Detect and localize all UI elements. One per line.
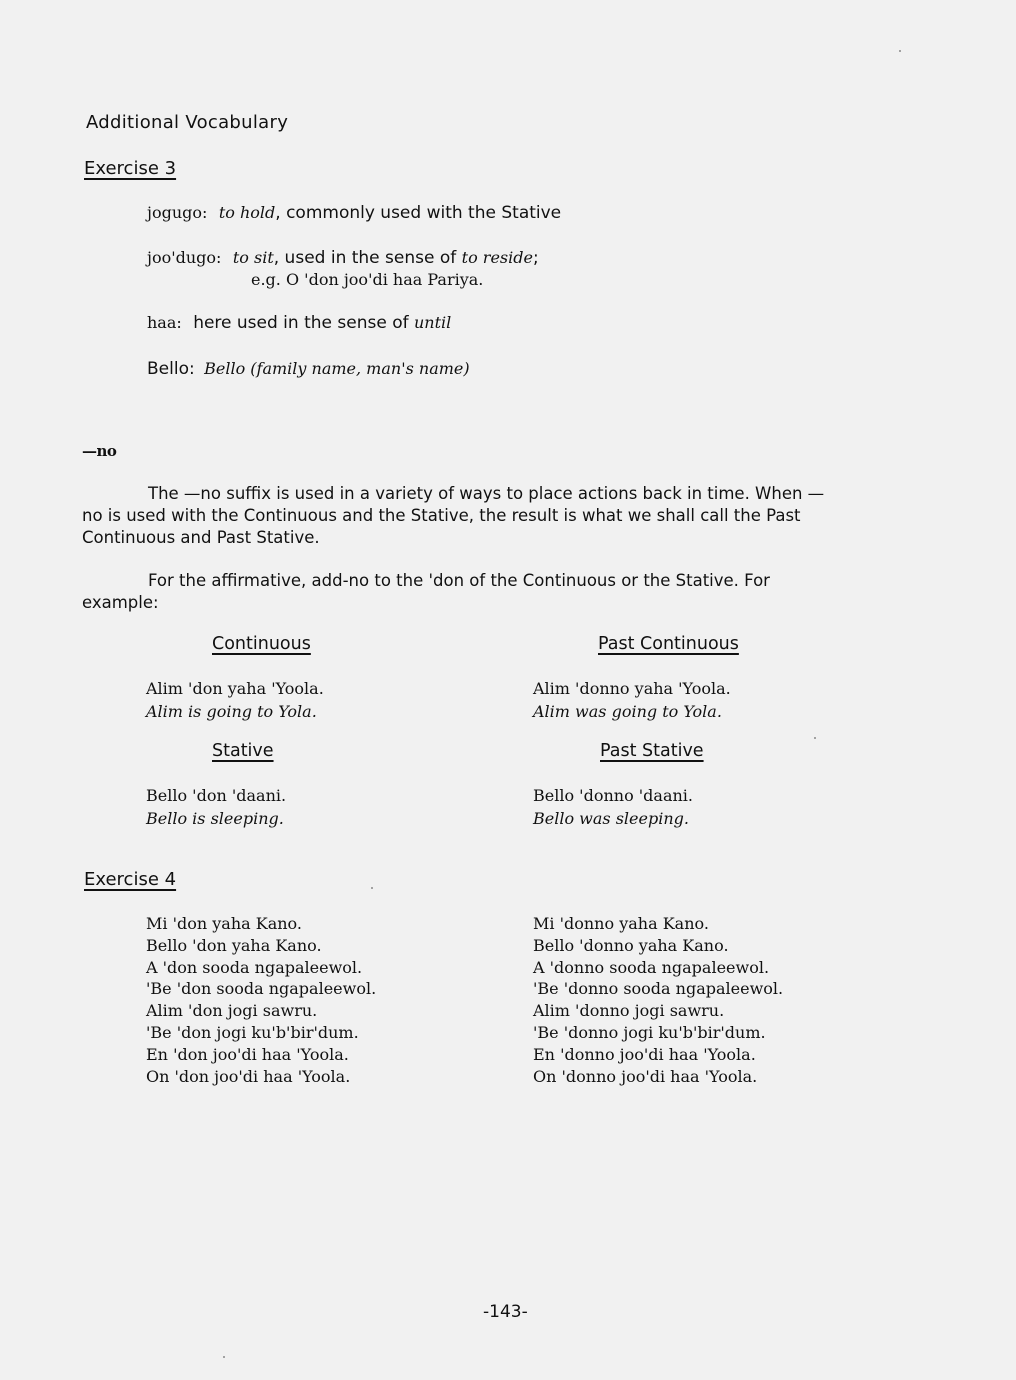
list-item: En 'donno joo'di haa 'Yoola. [533,1044,756,1064]
paragraph-line: Continuous and Past Stative. [82,528,320,547]
list-item: Bello 'don yaha Kano. [146,935,322,955]
scan-speck [371,887,373,889]
list-item: En 'don joo'di haa 'Yoola. [146,1044,349,1064]
vocab-term: joo'dugo: [147,248,222,267]
list-item: On 'donno joo'di haa 'Yoola. [533,1066,758,1086]
example-translation: Alim is going to Yola. [146,702,317,721]
suffix-paragraph-2 [82,570,922,614]
list-item: A 'donno sooda ngapaleewol. [533,957,770,977]
example-translation: Alim was going to Yola. [533,702,722,721]
list-item: On 'don joo'di haa 'Yoola. [146,1066,351,1086]
example-sentence: Bello 'donno 'daani. [533,786,694,805]
scan-speck [223,1356,225,1358]
list-item: 'Be 'donno jogi ku'b'bir'dum. [533,1022,766,1042]
vocab-entry-joodugo [147,248,539,268]
vocab-entry-jogugo [147,203,561,223]
example-sentence: Alim 'don yaha 'Yoola. [146,679,324,698]
vocab-gloss: to sit [232,248,274,267]
exercise-3-title: Exercise 3 [84,158,177,179]
list-item: A 'don sooda ngapaleewol. [146,957,363,977]
list-item: Mi 'donno yaha Kano. [533,914,709,933]
column-heading-past-continuous: Past Continuous [598,634,739,654]
paragraph-line: example: [82,593,159,612]
vocab-gloss: Bello (family name, man's name) [204,359,470,378]
vocab-term: Bello: [147,359,195,379]
list-item: Bello 'donno yaha Kano. [533,935,729,955]
section-heading-additional-vocabulary: Additional Vocabulary [86,112,289,133]
vocab-description: here used in the sense of [193,313,409,333]
suffix-heading: —no [82,442,117,460]
exercise-4-title: Exercise 4 [84,869,177,890]
list-item: Mi 'don yaha Kano. [146,914,302,933]
paragraph-line: The —no suffix is used in a variety of ways to place actions back in time. When — [148,484,825,503]
vocab-gloss: to hold [218,203,276,222]
vocab-example: e.g. O 'don joo'di haa Pariya. [251,270,484,289]
vocab-description: , used in the sense of [273,248,457,268]
vocab-entry-bello [147,359,470,379]
column-heading-past-stative: Past Stative [600,741,704,761]
vocab-term: haa: [147,313,182,332]
example-sentence: Alim 'donno yaha 'Yoola. [533,679,731,698]
scan-speck [899,50,901,52]
paragraph-line: For the affirmative, add-no to the 'don of the Continuous or the Stative. For [148,571,770,590]
example-translation: Bello was sleeping. [533,809,689,828]
example-sentence: Bello 'don 'daani. [146,786,287,805]
list-item: Alim 'donno jogi sawru. [533,1001,725,1021]
scan-speck [814,737,816,739]
list-item: 'Be 'donno sooda ngapaleewol. [533,979,784,999]
vocab-punctuation: ; [532,248,539,268]
page-number: -143- [483,1302,528,1322]
vocab-term: jogugo: [147,203,208,222]
column-heading-continuous: Continuous [212,634,311,654]
suffix-paragraph-1 [82,483,922,549]
list-item: 'Be 'don sooda ngapaleewol. [146,979,377,999]
exercise-4-right-column [533,913,783,1087]
column-heading-stative: Stative [212,741,274,761]
vocab-gloss: until [414,313,452,332]
exercise-4-left-column [146,913,376,1087]
paragraph-line: no is used with the Continuous and the Stative, the result is what we shall call the Past [82,506,801,525]
vocab-gloss-secondary: to reside [461,248,533,267]
vocab-description: , commonly used with the Stative [275,203,562,223]
vocab-entry-haa [147,313,451,333]
list-item: Alim 'don jogi sawru. [146,1001,318,1021]
example-translation: Bello is sleeping. [146,809,284,828]
list-item: 'Be 'don jogi ku'b'bir'dum. [146,1022,359,1042]
